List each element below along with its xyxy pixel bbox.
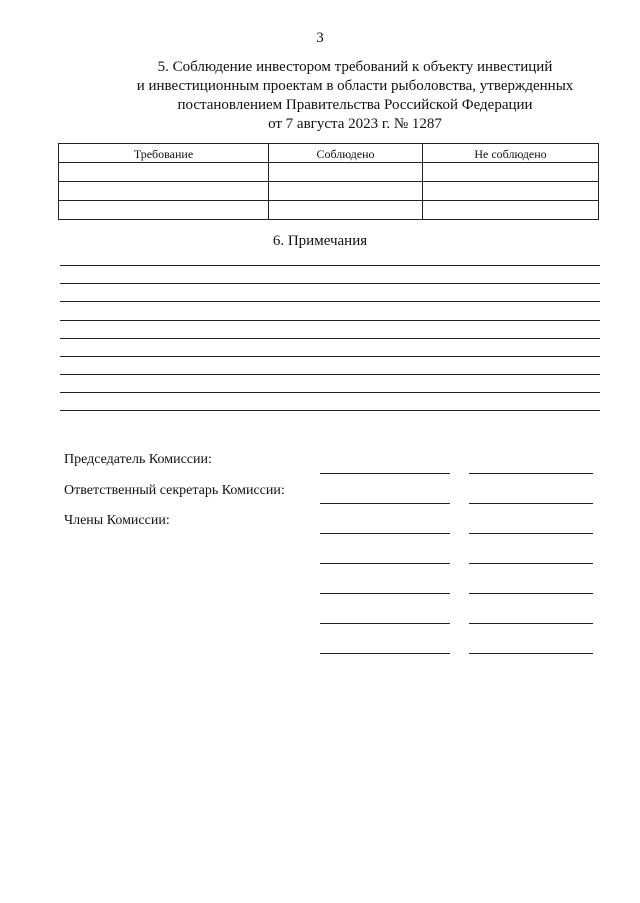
member-signature-line (320, 593, 450, 594)
member-name-line (469, 563, 593, 564)
member-name-line (469, 593, 593, 594)
member-signature-line (320, 623, 450, 624)
notes-line (60, 320, 600, 321)
column-header-requirement: Требование (59, 144, 269, 163)
table-cell (269, 201, 423, 220)
notes-line (60, 301, 600, 302)
section-5-line-4: от 7 августа 2023 г. № 1287 (268, 116, 442, 132)
secretary-signature-line (320, 503, 450, 504)
secretary-label: Ответственный секретарь Комиссии: (64, 483, 285, 498)
notes-line (60, 356, 600, 357)
notes-line (60, 338, 600, 339)
member-name-line (469, 533, 593, 534)
table-row (59, 163, 599, 182)
chairman-name-line (469, 473, 593, 474)
column-header-not-complied: Не соблюдено (423, 144, 599, 163)
notes-line (60, 410, 600, 411)
section-5-heading (120, 58, 590, 134)
table-row (59, 201, 599, 220)
table-cell (59, 182, 269, 201)
member-signature-line (320, 653, 450, 654)
member-name-line (469, 623, 593, 624)
section-5-line-2: и инвестиционным проектам в области рыболовства, утвержденных (136, 78, 574, 94)
table-row (59, 182, 599, 201)
section-5-line-3: постановлением Правительства Российской Федерации (177, 97, 533, 113)
table-header-row (59, 144, 599, 163)
table-cell (269, 182, 423, 201)
chairman-label: Председатель Комиссии: (64, 452, 212, 467)
table-cell (423, 182, 599, 201)
table-cell (59, 163, 269, 182)
chairman-signature-line (320, 473, 450, 474)
notes-line (60, 265, 600, 266)
table-cell (59, 201, 269, 220)
member-signature-line (320, 563, 450, 564)
secretary-name-line (469, 503, 593, 504)
table-cell (423, 201, 599, 220)
member-signature-line (320, 533, 450, 534)
member-name-line (469, 653, 593, 654)
members-label: Члены Комиссии: (64, 513, 170, 528)
section-6-heading: 6. Примечания (272, 233, 368, 249)
notes-line (60, 283, 600, 284)
column-header-complied: Соблюдено (269, 144, 423, 163)
table-cell (269, 163, 423, 182)
notes-line (60, 392, 600, 393)
page-number: 3 (316, 30, 324, 46)
section-5-line-1: 5. Соблюдение инвестором требований к объекту инвестиций (157, 59, 553, 75)
table-cell (423, 163, 599, 182)
requirements-table (58, 143, 599, 220)
notes-line (60, 374, 600, 375)
